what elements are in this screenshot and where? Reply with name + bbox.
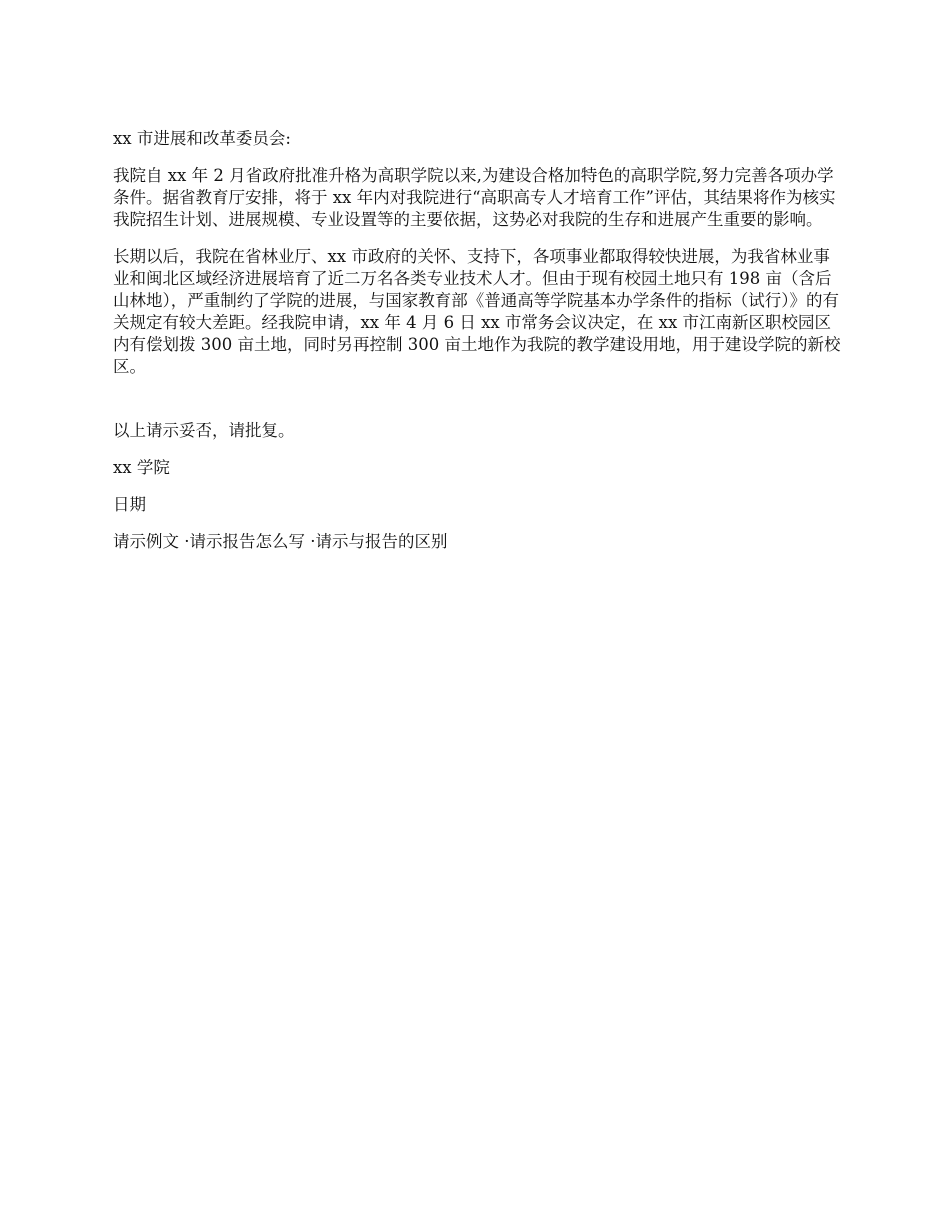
blank-space: [113, 393, 843, 420]
date-line: 日期: [113, 495, 146, 514]
signature: xx 学院: [113, 458, 170, 477]
document-page: [113, 128, 843, 553]
closing-line: 以上请示妥否，请批复。: [113, 421, 295, 440]
salutation: xx 市进展和改革委员会:: [113, 129, 291, 148]
related-links: 请示例文 ·请示报告怎么写 ·请示与报告的区别: [113, 532, 448, 551]
body-paragraph-1: 我院自 xx 年 2 月省政府批准升格为高职学院以来,为建设合格加特色的高职学院,努力完善各项办学条件。据省教育厅安排，将于 xx 年内对我院进行“高职高专人才培育工作”评估，其结果将作为核实我院招生计划、进展规模、专业设置等的主要依据，这势必对我院的生存和进展产生重要的影响。: [113, 166, 836, 229]
body-paragraph-2: 长期以后，我院在省林业厅、xx 市政府的关怀、支持下，各项事业都取得较快进展，为我省林业事业和闽北区域经济进展培育了近二万名各类专业技术人才。但由于现有校园土地只有 198 亩（含后山林地），严重制约了学院的进展，与国家教育部《普通高等学院基本办学条件的指标（试行）》的有关规定有较大差距。经我院申请，xx 年 4 月 6 日 xx 市常务会议决定，在 xx 市江南新区职校园区内有偿划拨 300 亩土地，同时另再控制 300 亩土地作为我院的教学建设用地，用于建设学院的新校区。: [113, 247, 841, 376]
